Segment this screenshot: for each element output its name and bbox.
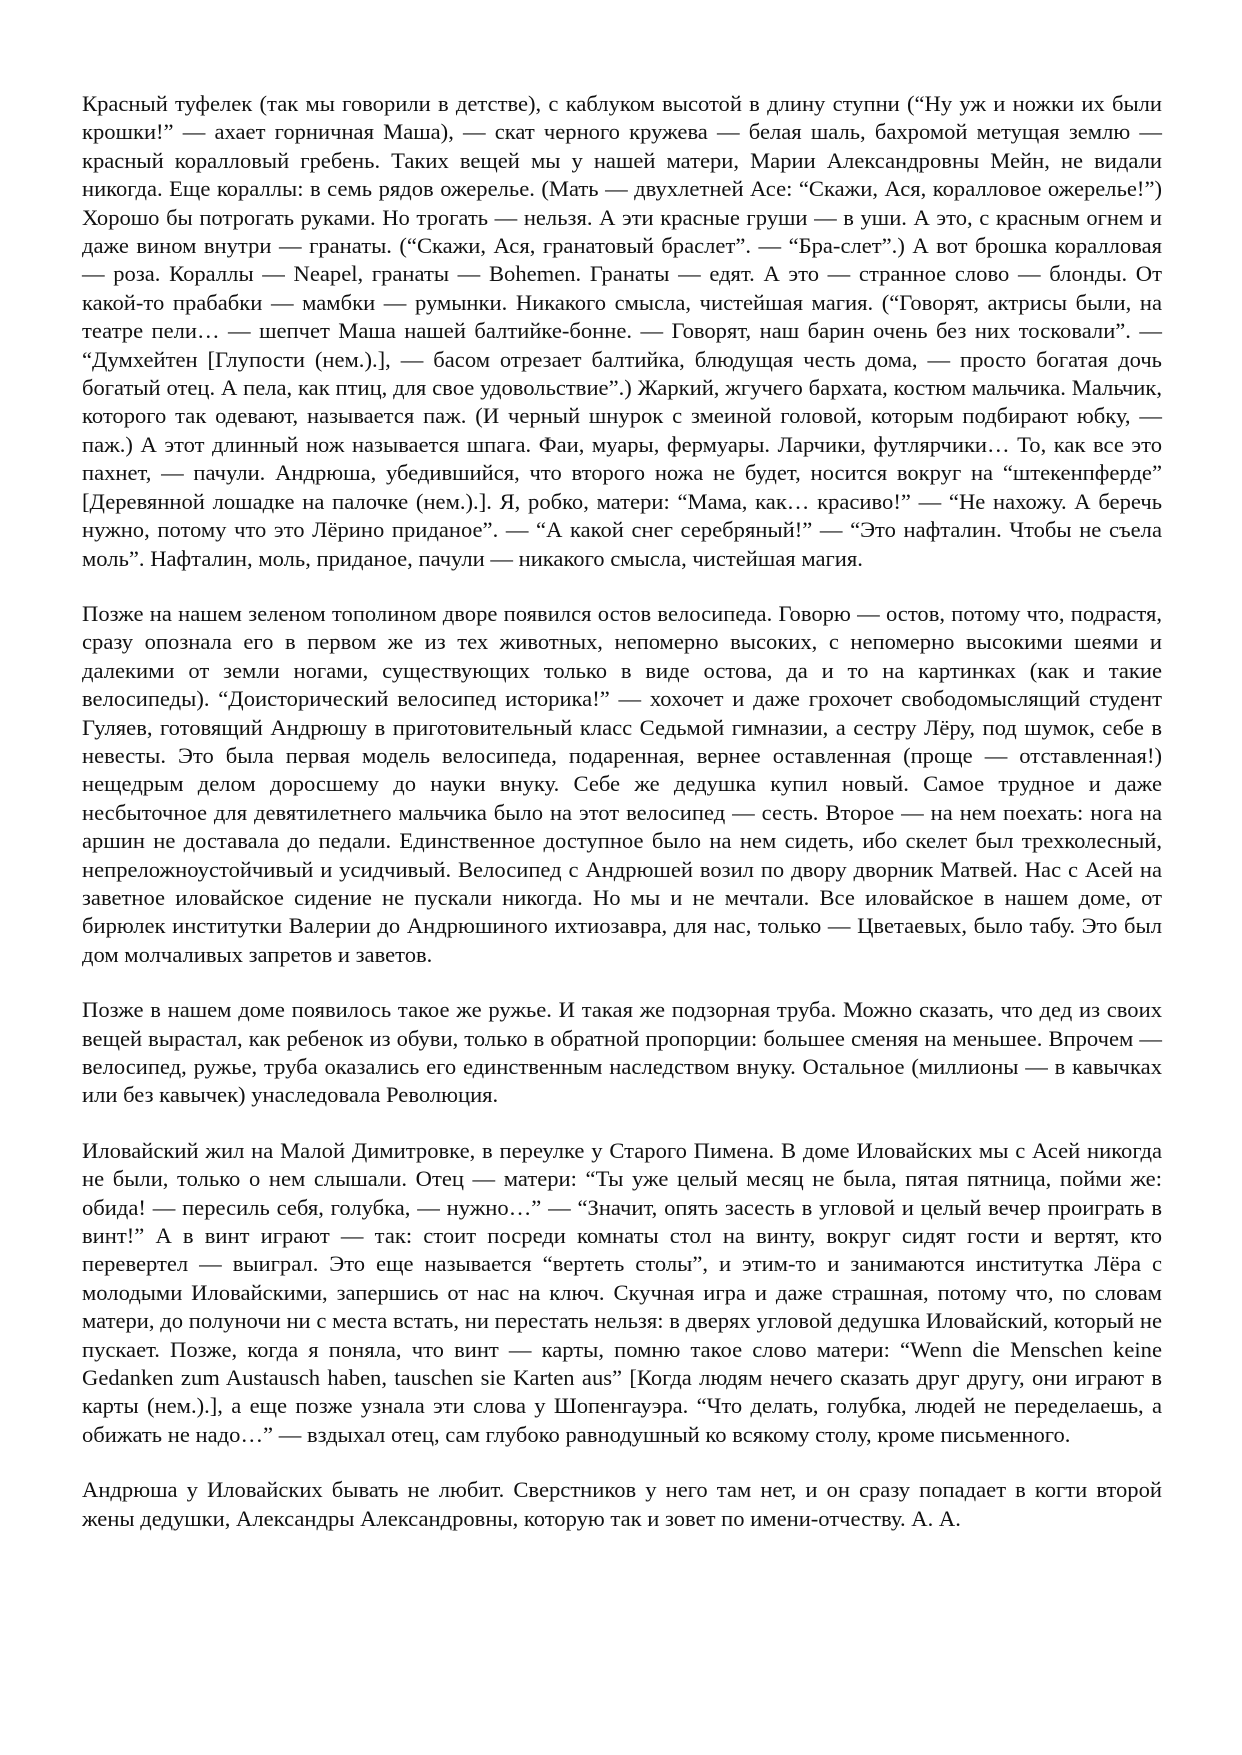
paragraph-ilovaisky-house: Иловайский жил на Малой Димитровке, в переулке у Старого Пимена. В доме Иловайских мы с Асей никогда не были, только о нем слышали. Отец — матери: “Ты уже целый месяц не была, пятая пятница, пойми же: обида! — пересиль себя, голубка, — нужно…” — “Значит, опять засесть в угловой и целый вечер проиграть в винт!” А в винт играют — так: стоит посреди комнаты стол на винту, вокруг сидят гости и вертят, кто перевертел — выиграл. Это еще называется “вертеть столы”, и этим-то и занимаются институтка Лёра с молодыми Иловайскими, запершись от нас на ключ. Скучная игра и даже страшная, потому что, по словам матери, до полуночи ни с места встать, ни перестать нельзя: в дверях угловой дедушка Иловайский, который не пускает. Позже, когда я поняла, что винт — карты, помню такое слово матери: “Wenn die Menschen keine Gedanken zum Austausch haben, tauschen sie Karten aus” [Когда людям нечего сказать друг другу, они играют в карты (нем.).], а еще позже узнала эти слова у Шопенгауэра. “Что делать, голубка, людей не переделаешь, а обижать не надо…” — вздыхал отец, сам глубоко равнодушный ко всякому столу, кроме письменного. xyxy=(82,1137,1162,1447)
paragraph-rifle: Позже в нашем доме появилось такое же ружье. И такая же подзорная труба. Можно сказать, что дед из своих вещей вырастал, как ребенок из обуви, только в обратной пропорции: большее сменяя на меньшее. Впрочем — велосипед, ружье, труба оказались его единственным наследством внуку. Остальное (миллионы — в кавычках или без кавычек) унаследовала Революция. xyxy=(82,997,1162,1108)
paragraph-bicycle: Позже на нашем зеленом тополином дворе появился остов велосипеда. Говорю — остов, потому что, подрастя, сразу опознала его в первом же из тех животных, непомерно высоких, с непомерно высокими шеями и далекими от земли ногами, существующих только в виде остова, да и то на картинках (как и такие велосипеды). “Доисторический велосипед историка!” — хохочет и даже грохочет свободомыслящий студент Гуляев, готовящий Андрюшу в приготовительный класс Седьмой гимназии, а сестру Лёру, под шумок, себе в невесты. Это была первая модель велосипеда, подаренная, вернее оставленная (проще — отставленная!) нещедрым делом доросшему до науки внуку. Себе же дедушка купил новый. Самое трудное и даже несбыточное для девятилетнего мальчика было на этот велосипед — сесть. Второе — на нем поехать: нога на аршин не доставала до педали. Единственное доступное было на нем сидеть, ибо скелет был трехколесный, непреложноустойчивый и усидчивый. Велосипед с Андрюшей возил по двору дворник Матвей. Нас с Асей на заветное иловайское сидение не пускали никогда. Но мы и не мечтали. Все иловайское в нашем доме, от бирюлек институтки Валерии до Андрюшиного ихтиозавра, для нас, только — Цветаевых, было табу. Это был дом молчаливых запретов и заветов. xyxy=(82,600,1162,967)
paragraph-andryusha: Андрюша у Иловайских бывать не любит. Сверстников у него там нет, и он сразу попадает в когти второй жены дедушки, Александры Александровны, которую так и зовет по имени-отчеству. А. А. xyxy=(82,1477,1162,1531)
paragraph-jewelry: Красный туфелек (так мы говорили в детстве), с каблуком высотой в длину ступни (“Ну уж и ножки их были крошки!” — ахает горничная Маша), — скат черного кружева — белая шаль, бахромой метущая землю — красный коралловый гребень. Таких вещей мы у нашей матери, Марии Александровны Мейн, не видали никогда. Еще кораллы: в семь рядов ожерелье. (Мать — двухлетней Асе: “Скажи, Ася, коралловое ожерелье!”) Хорошо бы потрогать руками. Но трогать — нельзя. А эти красные груши — в уши. А это, с красным огнем и даже вином внутри — гранаты. (“Скажи, Ася, гранатовый браслет”. — “Бра-слет”.) А вот брошка коралловая — роза. Кораллы — Neapel, гранаты — Bohemen. Гранаты — едят. А это — странное слово — блонды. От какой-то прабабки — мамбки — румынки. Никакого смысла, чистейшая магия. (“Говорят, актрисы были, на театре пели… — шепчет Маша нашей балтийке-бонне. — Говорят, наш барин очень без них тосковали”. — “Думхейтен [Глупости (нем.).], — басом отрезает балтийка, блюдущая честь дома, — просто богатая дочь богатый отец. А пела, как птиц, для свое удовольствие”.) Жаркий, жгучего бархата, костюм мальчика. Мальчик, которого так одевают, называется паж. (И черный шнурок с змеиной головой, которым подбирают юбку, — паж.) А этот длинный нож называется шпага. Фаи, муары, фермуары. Ларчики, футлярчики… То, как все это пахнет, — пачули. Андрюша, убедившийся, что второго ножа не будет, носится вокруг на “штекенпферде” [Деревянной лошадке на палочке (нем.).]. Я, робко, матери: “Мама, как… красиво!” — “Не нахожу. А беречь нужно, потому что это Лёрино приданое”. — “А какой снег серебряный!” — “Это нафталин. Чтобы не съела моль”. Нафталин, моль, приданое, пачули — никакого смысла, чистейшая магия. xyxy=(82,91,1162,571)
